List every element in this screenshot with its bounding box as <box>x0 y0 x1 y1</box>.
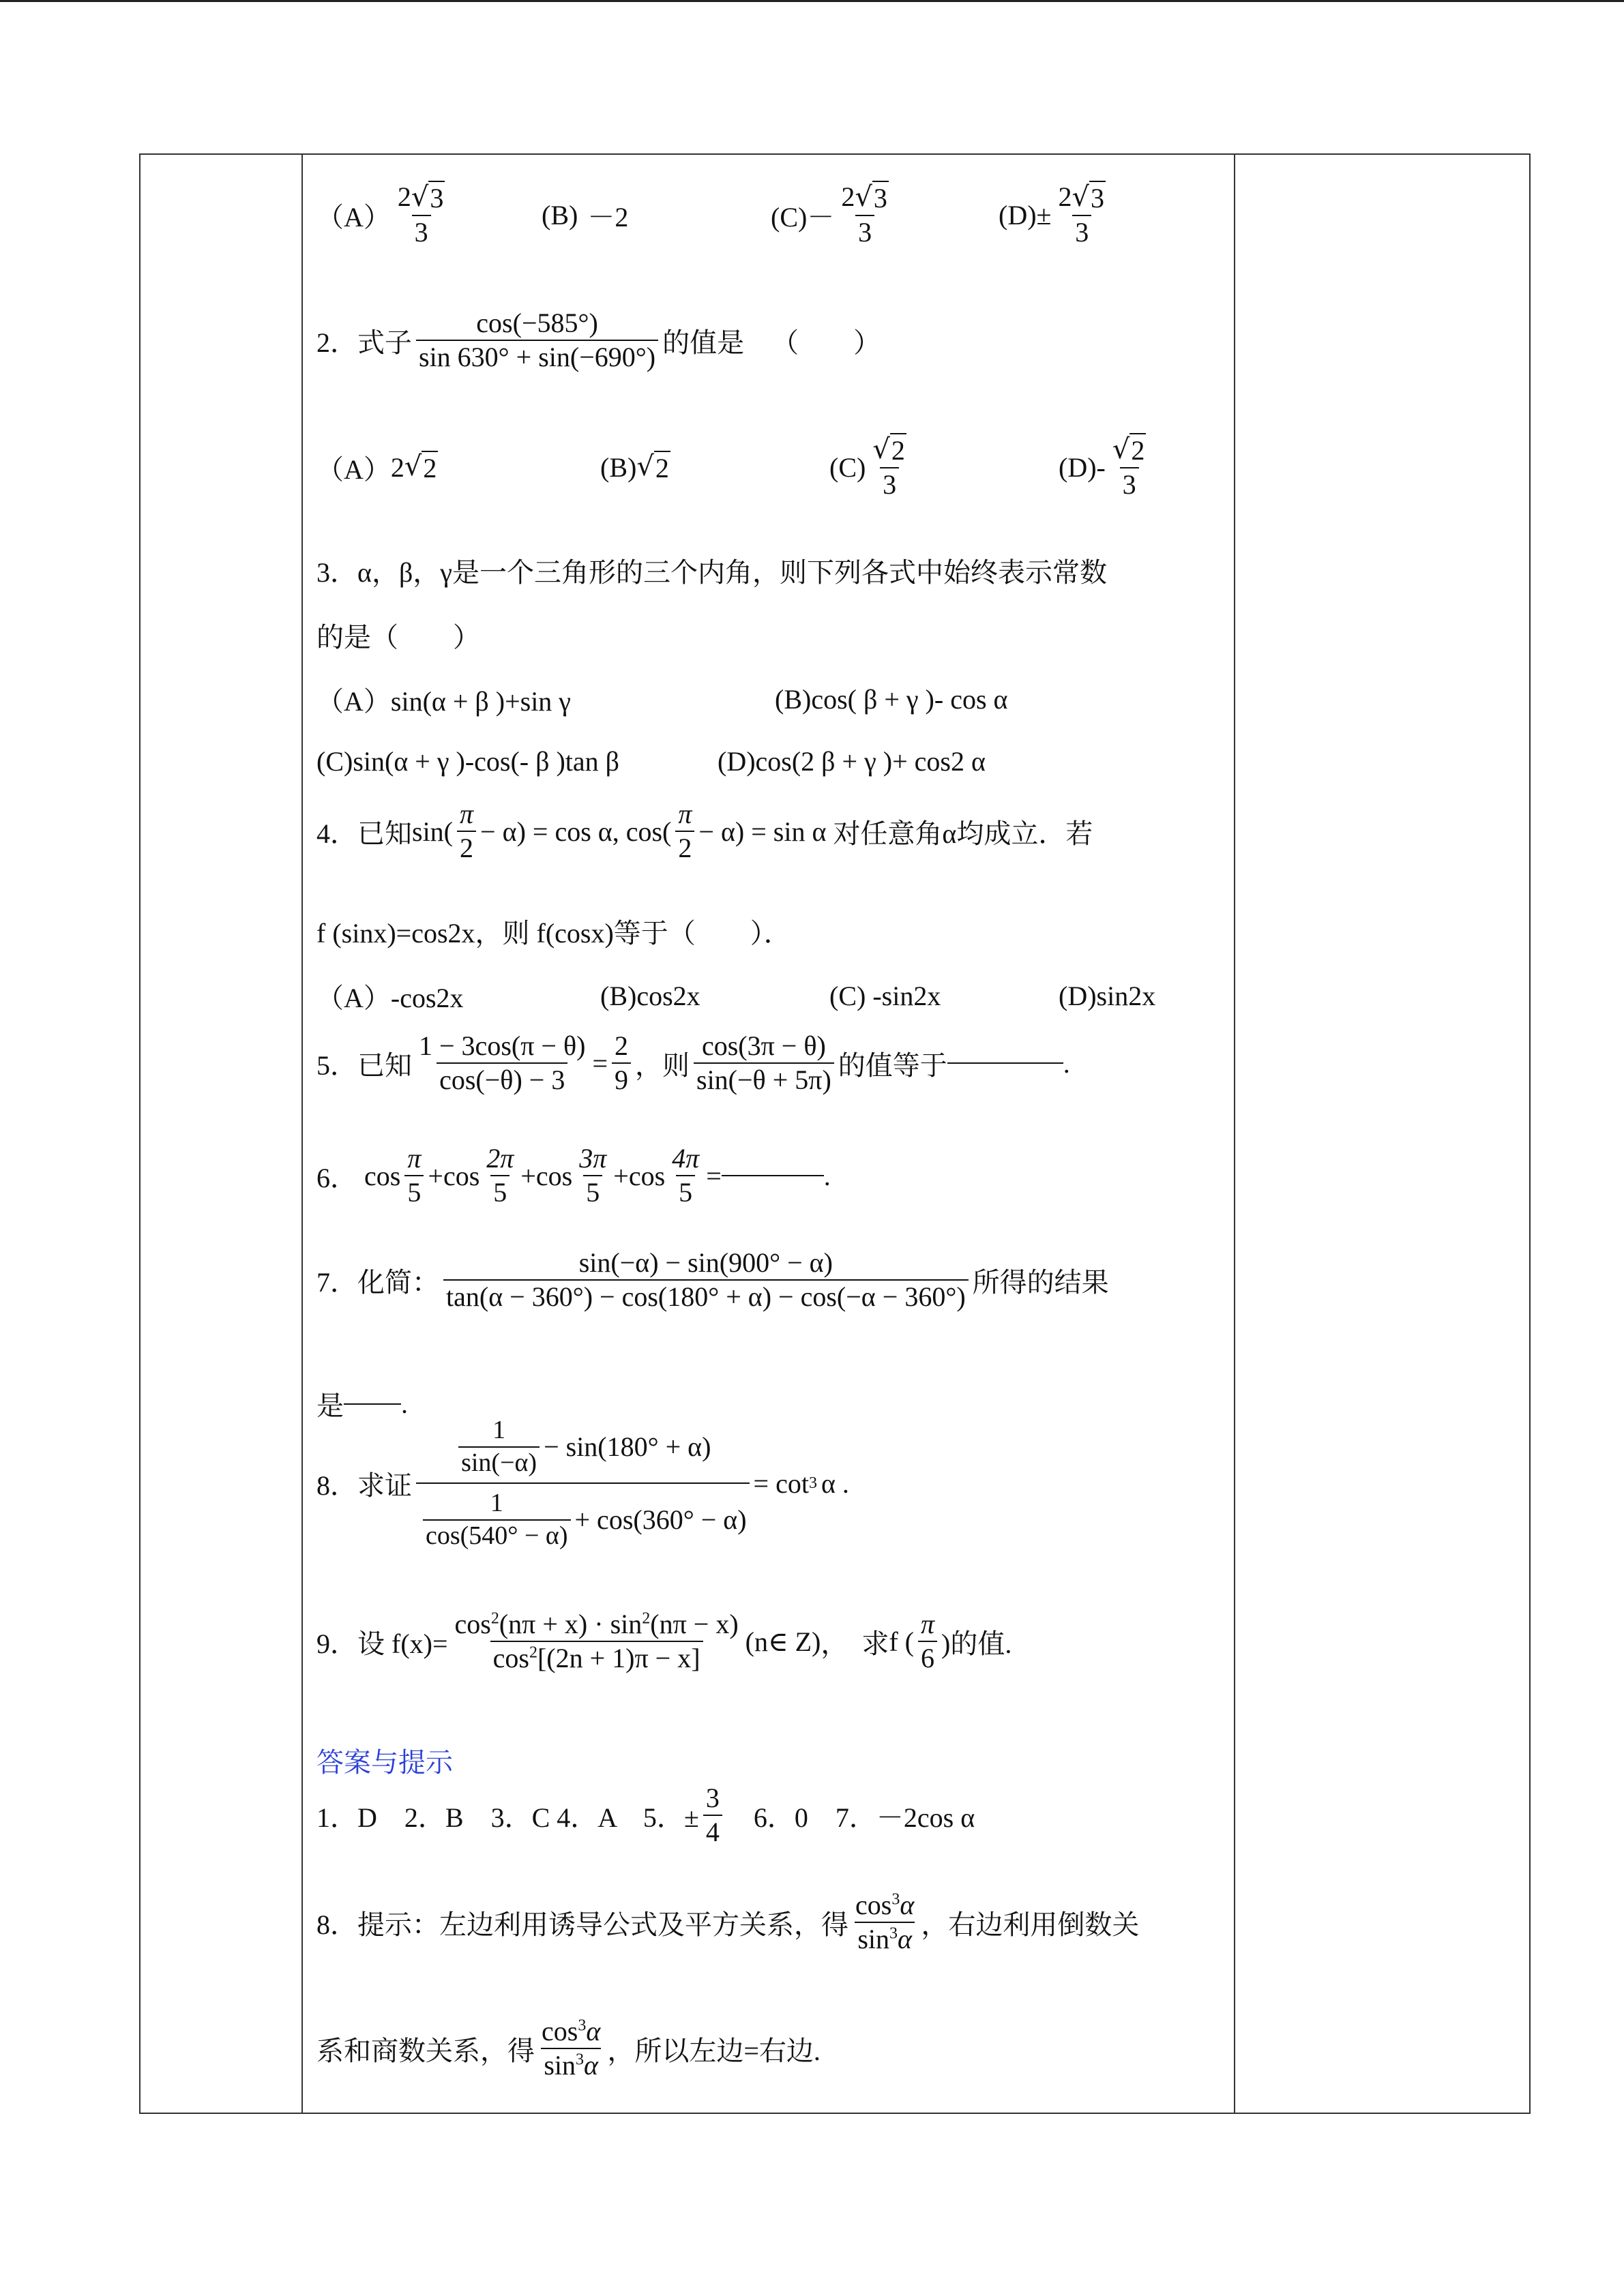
square-root <box>855 181 889 215</box>
answers-hint-line1 <box>316 1889 1139 1956</box>
q1-choice-a <box>316 181 542 249</box>
square-root <box>1112 433 1147 467</box>
exponent: 2 <box>490 1609 499 1628</box>
square-root <box>1072 181 1106 215</box>
math-text: 2 <box>675 831 694 865</box>
math-text: 4π <box>672 1143 700 1174</box>
fraction <box>675 798 694 865</box>
q3-choice-b: (B)cos( β + γ )- cos α <box>775 684 1008 715</box>
math-text: α <box>898 1924 912 1954</box>
math-text: 4 <box>703 1815 722 1849</box>
math-text: sin <box>857 1924 889 1954</box>
math-text: cos <box>492 1643 529 1673</box>
exponent: 2 <box>529 1643 537 1662</box>
q6-stem <box>316 1142 831 1209</box>
math-text: 2 <box>654 451 670 484</box>
math-text: ，右边利用倒数关 <box>921 1909 1140 1940</box>
math-text: − α) = cos α, cos( <box>480 816 672 847</box>
math-text: π <box>460 799 474 829</box>
fraction <box>870 433 909 501</box>
radical-sign: √ <box>855 181 872 213</box>
q3-choices-ab <box>316 680 1007 719</box>
math-text: + <box>520 1160 536 1191</box>
math-text: （A） <box>316 201 391 233</box>
math-text: (C) <box>829 451 866 483</box>
q4-choice-c: (C) -sin2x <box>829 981 941 1011</box>
math-text: 1 <box>492 1416 506 1444</box>
radical-sign: √ <box>1112 434 1130 465</box>
fraction <box>484 1142 516 1209</box>
math-text: + cos(360° − α) <box>574 1504 747 1535</box>
math-text: ，则 <box>635 1049 690 1081</box>
fraction <box>669 1142 702 1209</box>
q1-choice-b <box>542 196 771 235</box>
math-text: 所得的结果 <box>972 1266 1109 1298</box>
math-text: (D)- <box>1059 451 1106 483</box>
math-text: )的值. <box>941 1628 1012 1659</box>
math-text: cos(−θ) − 3 <box>437 1062 567 1097</box>
fraction <box>838 181 891 249</box>
exponent: 3 <box>578 2016 587 2035</box>
math-text: 3 <box>855 215 874 249</box>
fraction <box>404 1142 424 1209</box>
math-text: －2 <box>587 201 629 233</box>
math-text: + <box>428 1160 443 1191</box>
fraction <box>443 1247 969 1313</box>
column-divider-2 <box>1234 155 1235 2113</box>
math-text: (B) <box>600 451 637 483</box>
math-text: 的值是 <box>662 327 745 358</box>
square-root <box>872 433 906 467</box>
math-text: 8．提示：左边利用诱导公式及平方关系，得 <box>316 1909 848 1940</box>
square-root <box>404 451 439 484</box>
math-text: (nπ − x) <box>650 1609 739 1639</box>
answers-hint-line2 <box>316 2015 821 2082</box>
fraction <box>612 1030 631 1097</box>
q2-choice-c <box>829 433 1059 501</box>
q4-stem-line2: f (sinx)=cos2x，则 f(cosx)等于（ ）． <box>316 918 791 949</box>
math-text: tan(α − 360°) − cos(180° + α) − cos(−α − 360°) <box>443 1279 969 1313</box>
math-text: cos(3π − θ) <box>701 1030 826 1061</box>
math-text: 5．已知 <box>316 1049 412 1081</box>
math-text: （A） <box>316 453 391 485</box>
math-text: 对任意角α均成立．若 <box>833 818 1093 849</box>
q3-stem-line2: 的是（ ） <box>316 622 480 653</box>
math-text: = <box>592 1047 608 1079</box>
math-text: 1 − 3cos(π − θ) <box>419 1030 586 1061</box>
fraction <box>703 1782 722 1849</box>
q2-choices <box>316 433 1153 501</box>
math-text: cos <box>364 1160 401 1191</box>
fraction <box>416 1030 588 1097</box>
q1-choice-d <box>999 181 1112 249</box>
math-text: . <box>823 1160 831 1191</box>
math-text: 3π <box>579 1143 607 1174</box>
math-text: 6．0 7．－2cos α <box>726 1802 975 1833</box>
math-text: 3 <box>1120 467 1139 501</box>
q6-answer-blank[interactable] <box>722 1175 824 1176</box>
math-text: 3 <box>705 1783 720 1813</box>
math-text: 7．化简： <box>316 1266 439 1298</box>
math-text: (C)－ <box>771 201 835 233</box>
math-text: 2 <box>422 451 438 484</box>
math-text: 是 <box>316 1390 344 1421</box>
math-text: 3 <box>412 215 431 249</box>
math-text: cos <box>454 1609 491 1639</box>
fraction <box>853 1889 917 1956</box>
math-text: ， 求 <box>821 1628 889 1659</box>
math-text: 系和商数关系，得 <box>316 2035 535 2066</box>
math-text: 2 <box>615 1030 628 1061</box>
fraction <box>452 1608 741 1675</box>
math-text: . <box>401 1388 408 1419</box>
exponent: 2 <box>642 1609 651 1628</box>
math-text: 5 <box>583 1175 602 1209</box>
square-root <box>411 181 445 215</box>
q4-choices <box>316 976 1155 1015</box>
math-text: 6 <box>918 1641 937 1675</box>
fraction <box>918 1608 937 1675</box>
math-text: α <box>586 2016 601 2046</box>
math-text: cos(540° − α) <box>423 1519 571 1552</box>
radical-sign: √ <box>636 450 654 482</box>
math-text: − sin(180° + α) <box>544 1431 711 1462</box>
math-text: cos <box>542 2016 578 2046</box>
math-text: 2 <box>390 451 404 483</box>
math-text: sin(−α) <box>458 1446 540 1479</box>
math-text: sin 630° + sin(−690°) <box>416 340 658 374</box>
math-text: f ( <box>889 1626 914 1657</box>
q7-answer-blank[interactable] <box>344 1403 401 1405</box>
math-text: 2 <box>457 831 476 865</box>
math-text: [(2n + 1)π − x] <box>537 1643 700 1673</box>
q3-stem-line1: 3．α，β，γ是一个三角形的三个内角，则下列各式中始终表示常数 <box>316 557 1107 588</box>
square-root <box>636 451 670 484</box>
answers-line1 <box>316 1782 975 1849</box>
math-text: (D)± <box>999 199 1052 230</box>
math-text: cos <box>535 1160 573 1191</box>
content-column <box>316 153 1230 2114</box>
q2-choice-b <box>600 451 829 484</box>
q4-choice-d: (D)sin2x <box>1059 981 1156 1011</box>
fraction <box>423 1488 571 1551</box>
q5-stem <box>316 1030 1070 1097</box>
math-text: sin( <box>412 816 453 847</box>
q5-answer-blank[interactable] <box>947 1062 1063 1064</box>
fraction <box>457 798 476 865</box>
q4-choice-b: (B)cos2x <box>600 981 700 1011</box>
exponent: 3 <box>808 1474 817 1492</box>
radical-sign: √ <box>1072 181 1089 213</box>
math-text: . <box>1063 1047 1070 1079</box>
math-text: 3 <box>872 181 889 215</box>
q3-choice-d: (D)cos(2 β + γ )+ cos2 α <box>718 746 986 777</box>
radical-sign: √ <box>404 450 422 482</box>
math-text: 4．已知 <box>316 818 412 849</box>
math-text: 2 <box>397 181 411 212</box>
fraction <box>576 1142 609 1209</box>
fraction <box>1055 181 1108 249</box>
math-text: 2．式子 <box>316 327 412 358</box>
math-text: (nπ + x) · sin <box>499 1609 643 1639</box>
fraction <box>1110 433 1149 501</box>
math-text: sin(−θ + 5π) <box>694 1062 834 1097</box>
math-text: 的值等于 <box>838 1049 947 1081</box>
math-text: − α) = sin α <box>698 816 827 847</box>
math-text: 1 <box>490 1489 503 1518</box>
math-text: 3 <box>880 467 899 501</box>
q8-stem <box>316 1415 849 1551</box>
exponent: 3 <box>889 1924 898 1943</box>
math-text: 3 <box>1072 215 1091 249</box>
radical-sign: √ <box>411 181 429 213</box>
q9-stem <box>316 1608 1012 1675</box>
math-text: α <box>900 1890 915 1920</box>
math-text: 2 <box>1058 181 1072 212</box>
math-text: 2 <box>1130 433 1146 467</box>
q2-choice-d <box>1059 433 1153 501</box>
math-text: 5 <box>676 1175 695 1209</box>
math-text: 3 <box>1089 181 1106 215</box>
q3-choices-cd <box>316 745 986 777</box>
fraction <box>539 2015 603 2082</box>
math-text: 9 <box>612 1062 631 1097</box>
fraction <box>395 181 448 249</box>
q7-stem <box>316 1247 1109 1313</box>
fraction <box>694 1030 834 1097</box>
math-text: cos <box>443 1160 480 1191</box>
math-text: 2 <box>890 433 906 467</box>
math-text: π <box>407 1143 422 1174</box>
fraction <box>458 1415 540 1478</box>
exponent: 3 <box>891 1890 900 1909</box>
math-text: α <box>584 2050 598 2081</box>
math-text: = cot <box>753 1467 809 1499</box>
column-divider-1 <box>301 155 303 2113</box>
fraction <box>416 307 658 374</box>
math-text: sin(−α) − sin(900° − α) <box>578 1247 833 1278</box>
q1-choice-c <box>771 181 999 249</box>
math-text: 9．设 f(x)= <box>316 1628 448 1659</box>
math-text: cos <box>628 1160 666 1191</box>
exponent: 3 <box>576 2051 584 2069</box>
math-text: π <box>921 1609 935 1639</box>
math-text: (n∈ Z) <box>745 1626 821 1657</box>
q8-main-fraction <box>416 1415 750 1551</box>
math-text: sin <box>544 2050 576 2081</box>
math-text: = <box>706 1160 722 1191</box>
answers-heading: 答案与提示 <box>316 1747 453 1778</box>
top-rule <box>0 0 1624 2</box>
q4-choice-a: （A）-cos2x <box>316 983 464 1013</box>
math-text: cos <box>855 1890 892 1920</box>
math-text: 2 <box>841 181 855 212</box>
q1-choices <box>316 181 1112 249</box>
math-text: 5 <box>404 1175 424 1209</box>
q2-choice-a <box>316 448 600 487</box>
q2-stem <box>316 307 881 374</box>
math-text: 1．D 2．B 3．C 4．A 5．± <box>316 1802 699 1833</box>
math-text: + <box>613 1160 629 1191</box>
math-text: 5 <box>490 1175 510 1209</box>
math-text: 2π <box>486 1143 514 1174</box>
math-text: cos(−585°) <box>476 308 598 338</box>
math-text: 6． <box>316 1162 357 1193</box>
q4-stem-line1 <box>316 798 1093 865</box>
q3-choice-a: （A）sin(α + β )+sin γ <box>316 686 571 717</box>
math-text: 8．求证 <box>316 1470 412 1501</box>
radical-sign: √ <box>872 434 890 465</box>
math-text: (B) <box>542 199 578 230</box>
math-text: 3 <box>428 181 445 215</box>
math-text: ，所以左边=右边. <box>607 2035 821 2066</box>
math-text: （ ） <box>771 327 881 358</box>
q3-choice-c: (C)sin(α + γ )-cos(- β )tan β <box>316 746 620 777</box>
math-text: α . <box>821 1467 849 1499</box>
math-text: π <box>678 799 692 829</box>
